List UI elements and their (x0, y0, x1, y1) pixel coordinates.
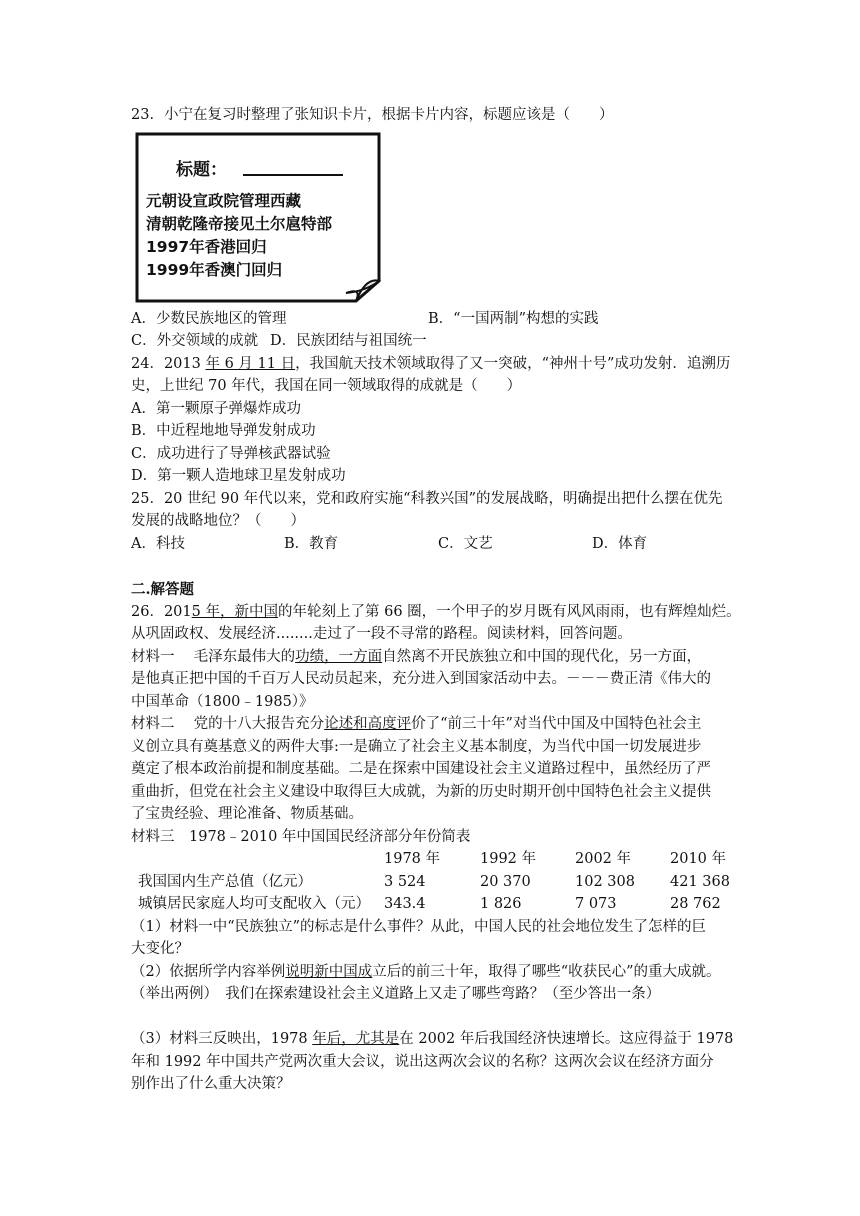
sub-question-1-line2: 大变化？ (131, 941, 189, 957)
table-cell: 343.4 (384, 896, 426, 912)
q26-stem-post: 的年轮刻上了第 66 圈，一个甲子的岁月既有风风雨雨，也有辉煌灿烂。 (277, 604, 741, 620)
sub-question-3-line3: 别作出了什么重大决策？ (131, 1076, 291, 1092)
knowledge-card (134, 131, 382, 303)
q23-option-c: C．外交领域的成就 (131, 333, 259, 349)
table-cell: 102 308 (575, 874, 635, 890)
q24-option-c: C．成功进行了导弹核武器试验 (131, 446, 331, 462)
material-2-line3: 奠定了根本政治前提和制度基础。二是在探索中国建设社会主义道路过程中，虽然经历了严 (131, 761, 711, 777)
sub-question-3 (131, 1029, 733, 1049)
material-1 (131, 647, 701, 667)
q25-option-c: C．文艺 (438, 536, 493, 552)
sub-question-3-post: 在 2002 年后我国经济快速增长。这应得益于 1978 (399, 1031, 734, 1047)
q24-option-a: A．第一颗原子弹爆炸成功 (131, 401, 301, 417)
table-cell: 7 073 (575, 896, 617, 912)
q26-stem-pre: 26．201 (131, 604, 192, 620)
sub-question-1: （1）材料一中“民族独立”的标志是什么事件？从此，中国人民的社会地位发生了怎样的巨 (131, 919, 707, 935)
material-1-underline: 功绩，一方面 (295, 649, 383, 665)
card-title: 标题： (176, 160, 227, 180)
table-row-label: 我国国内生产总值（亿元） (138, 874, 312, 890)
material-2-post: 价了“前三十年”对当代中国及中国特色社会主 (411, 716, 702, 732)
table-header-year: 2002 年 (575, 851, 632, 867)
card-title-blank (243, 174, 343, 176)
material-1-post: 自然离不开民族独立和中国的现代化，另一方面， (382, 649, 702, 665)
q24-option-d: D．第一颗人造地球卫星发射成功 (131, 468, 346, 484)
sub-question-3-pre: （3）材料三反映出，1978 (131, 1031, 313, 1047)
table-row-label: 城镇居民家庭人均可支配收入（元） (138, 896, 370, 912)
material-3-title: 材料三 1978﹣2010 年中国国民经济部分年份简表 (131, 829, 471, 845)
material-2-line5: 了宝贵经验、理论准备、物质基础。 (131, 806, 363, 822)
q25-stem-line2: 发展的战略地位？（ ） (131, 513, 305, 529)
q23-option-b: B．“一国两制”构想的实践 (428, 311, 599, 327)
sub-question-3-line2: 年和 1992 年中国共产党两次重大会议，说出这两次会议的名称？这两次会议在经济方面分 (131, 1054, 714, 1070)
q25-option-d: D．体育 (592, 536, 648, 552)
q23-option-d: D．民族团结与祖国统一 (270, 333, 427, 349)
card-item: 清朝乾隆帝接见土尔扈特部 (146, 215, 333, 233)
table-header-year: 1978 年 (384, 851, 441, 867)
table-header-year: 2010 年 (670, 851, 727, 867)
material-1-line3: 中国革命（1800﹣1985）》 (131, 694, 314, 710)
material-1-pre: 材料一 毛泽东最伟大的 (131, 649, 296, 665)
sub-question-2 (131, 962, 721, 982)
section-heading: 二.解答题 (131, 581, 195, 598)
material-2-line2: 义创立具有奠基意义的两件大事:一是确立了社会主义基本制度，为当代中国一切发展进步 (131, 739, 702, 755)
material-2-pre: 材料二 党的十八大报告充分 (131, 716, 325, 732)
sub-question-2-line2: （举出两例） 我们在探索建设社会主义道路上又走了哪些弯路？（至少答出一条） (131, 986, 661, 1002)
material-2-line4: 重曲折，但党在社会主义建设中取得巨大成就，为新的历史时期开创中国特色社会主义提供 (131, 784, 711, 800)
q25-option-b: B．教育 (284, 536, 339, 552)
q25-stem: 25．20 世纪 90 年代以来，党和政府实施“科教兴国”的发展战略，明确提出把什么摆在优先 (131, 491, 723, 507)
card-item: 元朝设宣政院管理西藏 (146, 192, 302, 210)
q26-stem (131, 602, 741, 622)
q23-stem: 23．小宁在复习时整理了张知识卡片，根据卡片内容，标题应该是（ ） (131, 107, 614, 123)
table-header-year: 1992 年 (480, 851, 537, 867)
q24-stem (131, 354, 730, 374)
card-item: 1997年香港回归 (146, 238, 267, 256)
material-2 (131, 714, 701, 734)
material-1-line2: 是他真正把中国的千百万人民动员起来，充分进入到国家活动中去。－－－费正清《伟大的 (131, 671, 711, 687)
card-item: 1999年香澳门回归 (146, 261, 283, 279)
material-2-underline: 论述和高度评 (324, 716, 412, 732)
q24-stem-post: ，我国航天技术领域取得了又一突破，“神州十号”成功发射．追溯历 (295, 356, 731, 372)
q26-stem-underline: 5 年，新中国 (191, 604, 278, 620)
table-cell: 421 368 (670, 874, 730, 890)
q25-option-a: A．科技 (131, 536, 185, 552)
sub-question-3-underline: 年后，尤其是 (312, 1031, 400, 1047)
table-cell: 1 826 (480, 896, 522, 912)
table-cell: 28 762 (670, 896, 721, 912)
q24-stem-pre: 24．2013 (131, 356, 206, 372)
q26-stem-line2: 从巩固政权、发展经济........走过了一段不寻常的路程。阅读材料，回答问题。 (131, 626, 632, 642)
q24-option-b: B．中近程地地导弹发射成功 (131, 423, 316, 439)
table-cell: 20 370 (480, 874, 531, 890)
q24-stem-line2: 史，上世纪 70 年代，我国在同一领域取得的成就是（ ） (131, 378, 522, 394)
q23-option-a: A．少数民族地区的管理 (131, 311, 287, 327)
sub-question-2-post: 立后的前三十年，取得了哪些“收获民心”的重大成就。 (372, 964, 721, 980)
table-cell: 3 524 (384, 874, 426, 890)
sub-question-2-pre: （2）依据所学内容举例 (131, 964, 286, 980)
sub-question-2-underline: 说明新中国成 (285, 964, 373, 980)
q24-stem-date: 年 6 月 11 日 (205, 356, 296, 372)
